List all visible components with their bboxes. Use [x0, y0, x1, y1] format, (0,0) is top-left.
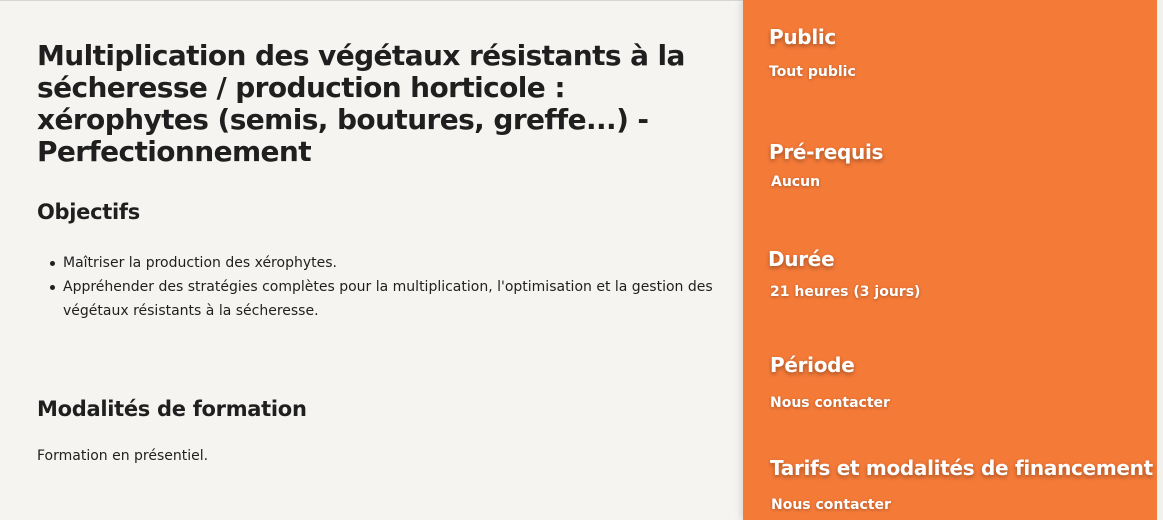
objectif-item: Maîtriser la production des xérophytes.	[63, 251, 723, 275]
public-label: Public	[769, 25, 836, 49]
objectifs-list	[37, 251, 723, 323]
modalites-heading: Modalités de formation	[37, 397, 307, 421]
periode-value: Nous contacter	[770, 395, 890, 411]
tarifs-label: Tarifs et modalités de financement	[770, 456, 1153, 480]
course-title: Multiplication des végétaux résistants à la sécheresse / production horticole : xérophytes (semis, boutures, greffe...) - Perfectionnement	[37, 39, 685, 168]
duree-value: 21 heures (3 jours)	[770, 284, 921, 300]
objectif-item: Appréhender des stratégies complètes pour la multiplication, l'optimisation et la gestion des végétaux résistants à la sécheresse.	[63, 275, 723, 323]
page-right-margin	[1157, 0, 1163, 520]
tarifs-value: Nous contacter	[771, 497, 891, 513]
course-info-sidebar	[743, 0, 1157, 520]
duree-label: Durée	[768, 247, 835, 271]
modalites-text: Formation en présentiel.	[37, 448, 209, 464]
prerequis-value: Aucun	[771, 174, 821, 190]
prerequis-label: Pré-requis	[769, 140, 884, 164]
objectifs-heading: Objectifs	[37, 200, 140, 224]
periode-label: Période	[770, 353, 855, 377]
public-value: Tout public	[769, 64, 856, 80]
